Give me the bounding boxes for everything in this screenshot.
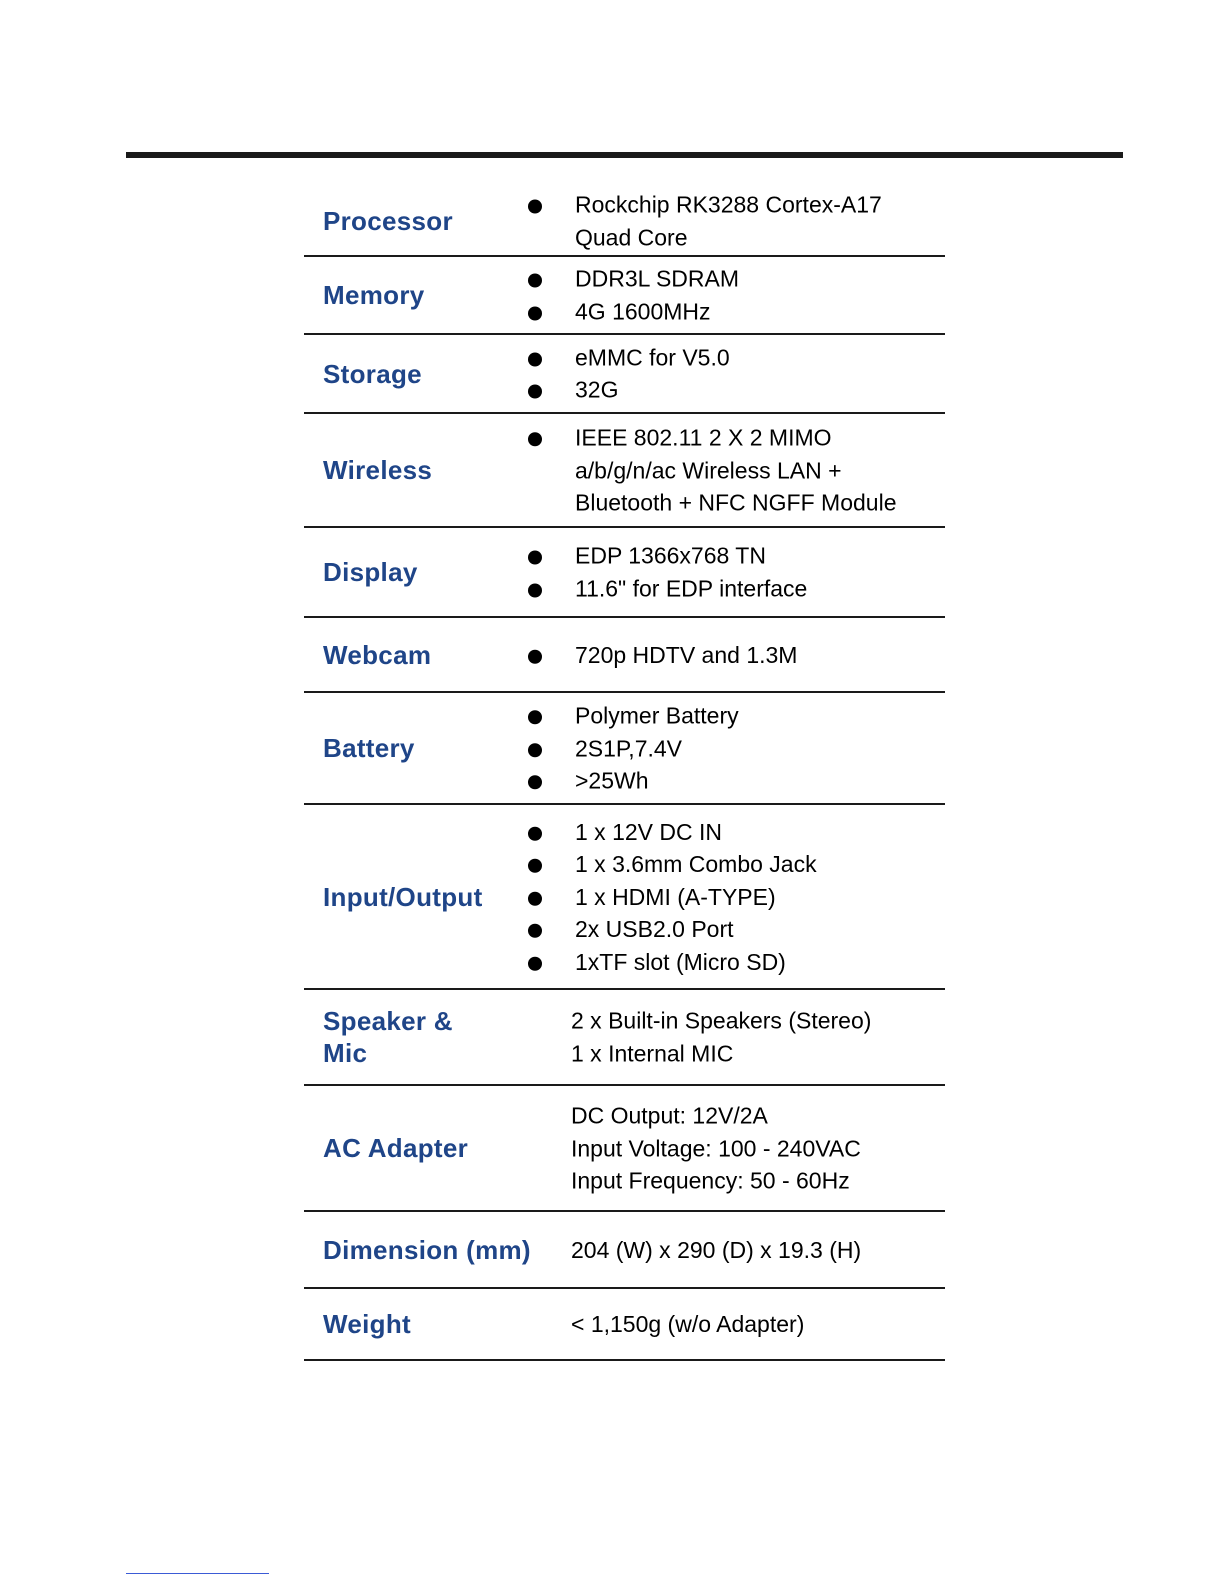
spec-values: [528, 341, 730, 406]
spec-value: Rockchip RK3288 Cortex-A17: [528, 189, 882, 222]
spec-value: Input Voltage: 100 - 240VAC: [571, 1134, 861, 1161]
spec-values: [528, 638, 797, 671]
spec-value: < 1,150g (w/o Adapter): [571, 1310, 805, 1337]
spec-row-display: [304, 528, 945, 618]
spec-row-battery: [304, 693, 945, 805]
spec-value: 11.6" for EDP interface: [528, 572, 807, 605]
spec-value: EDP 1366x768 TN: [528, 540, 807, 573]
spec-label: Memory: [323, 280, 425, 310]
spec-row-memory: [304, 257, 945, 335]
spec-label: Display: [323, 557, 418, 587]
spec-values: [528, 263, 739, 328]
spec-row-storage: [304, 335, 945, 414]
spec-value: Bluetooth + NFC NGFF Module: [575, 489, 897, 516]
spec-row-ac-adapter: [304, 1086, 945, 1212]
spec-value: 4G 1600MHz: [528, 295, 739, 328]
spec-label: Battery: [323, 733, 415, 763]
spec-values: [528, 699, 739, 797]
spec-row-wireless: [304, 414, 945, 528]
spec-label: Processor: [323, 206, 453, 236]
spec-value: 720p HDTV and 1.3M: [528, 638, 797, 671]
header-rule: [126, 152, 1123, 158]
spec-values: [528, 540, 807, 605]
spec-label: Input/Output: [323, 881, 483, 912]
spec-value: 2x USB2.0 Port: [528, 913, 817, 946]
spec-row-input-output: [304, 805, 945, 990]
spec-row-webcam: [304, 618, 945, 693]
spec-label: Dimension (mm): [323, 1234, 531, 1265]
spec-label: Speaker & Mic: [323, 1006, 453, 1068]
spec-value: 1 x HDMI (A-TYPE): [528, 880, 817, 913]
spec-value: 1 x Internal MIC: [571, 1040, 734, 1066]
spec-value: 1 x 3.6mm Combo Jack: [528, 848, 817, 881]
spec-value: 1xTF slot (Micro SD): [528, 945, 817, 978]
spec-values: [528, 1233, 861, 1266]
spec-value: 32G: [528, 374, 730, 407]
spec-row-weight: [304, 1289, 945, 1361]
spec-row-speaker-mic: [304, 990, 945, 1086]
spec-values: [528, 815, 817, 978]
spec-value: 204 (W) x 290 (D) x 19.3 (H): [571, 1236, 862, 1263]
spec-values: [528, 189, 882, 254]
spec-row-processor: [304, 187, 945, 257]
spec-value: IEEE 802.11 2 X 2 MIMO: [528, 421, 896, 454]
spec-value: 2S1P,7.4V: [528, 732, 739, 765]
spec-value: 2 x Built-in Speakers (Stereo): [571, 1007, 872, 1034]
spec-value: >25Wh: [528, 764, 739, 797]
spec-table: [304, 187, 945, 1361]
spec-label: AC Adapter: [323, 1133, 469, 1163]
spec-values: [528, 1308, 804, 1341]
spec-value: eMMC for V5.0: [528, 341, 730, 374]
spec-label: Webcam: [323, 639, 432, 670]
spec-label: Wireless: [323, 455, 433, 485]
spec-value: a/b/g/n/ac Wireless LAN +: [575, 456, 842, 483]
spec-values: [528, 1099, 861, 1197]
spec-label: Storage: [323, 358, 422, 389]
spec-value: Polymer Battery: [528, 699, 739, 732]
spec-values: [528, 421, 896, 519]
spec-value: Input Frequency: 50 - 60Hz: [571, 1167, 850, 1194]
spec-value: 1 x 12V DC IN: [528, 815, 817, 848]
spec-value: DC Output: 12V/2A: [571, 1102, 768, 1129]
spec-values: [528, 1005, 871, 1070]
footer-link-underline: [126, 1573, 269, 1574]
spec-label: Weight: [323, 1309, 411, 1339]
spec-value: Quad Core: [575, 224, 688, 250]
spec-row-dimension: [304, 1212, 945, 1289]
spec-value: DDR3L SDRAM: [528, 263, 739, 296]
